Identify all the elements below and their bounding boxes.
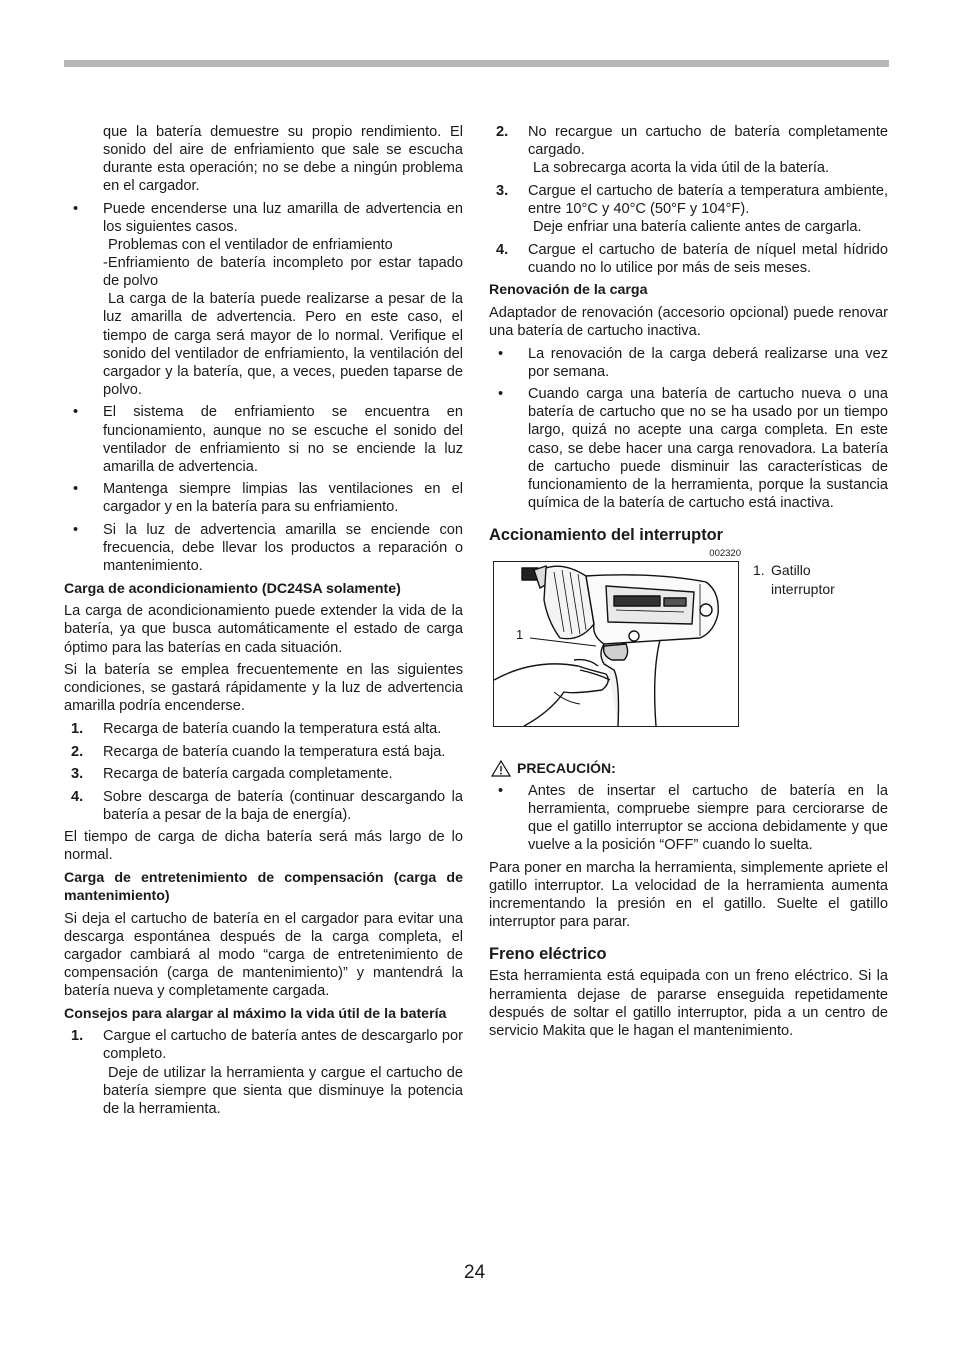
bullet-icon: • <box>73 404 79 421</box>
paragraph: Esta herramienta está equipada con un freno eléctrico. Si la herramienta dejase de pararse enseguida repetidamente después de soltar el gatillo interruptor, pida a un centro de servicio Makita que le hagan el mantenimiento. <box>489 968 888 1039</box>
bullet-text: El sistema de enfriamiento se encuentra en funcionamiento, aunque no se escuche el sonido del ventilador de enfriamiento si no se enciende la luz amarilla de advertencia. <box>103 404 463 475</box>
right-column <box>489 123 888 1044</box>
bullet-item <box>489 385 888 512</box>
item-number: 4. <box>496 241 509 258</box>
numbered-item <box>489 241 888 277</box>
impact-wrench-illustration <box>494 562 738 726</box>
bullet-icon: • <box>73 521 79 538</box>
item-number: 1. <box>71 720 84 737</box>
legend-number: 1. <box>753 561 765 578</box>
paragraph: Para poner en marcha la herramienta, simplemente apriete el gatillo interruptor. La velocidad de la herramienta aumenta incrementando la presión en el gatillo. Suelte el gatillo interruptor para parar. <box>489 859 888 931</box>
bullet-text: Mantenga siempre limpias las ventilaciones en el cargador y en la batería para su enfriamiento. <box>103 481 463 516</box>
page-number: 24 <box>464 1262 486 1283</box>
bullet-text: La renovación de la carga deberá realizarse una vez por semana. <box>528 345 888 380</box>
item-text: Recarga de batería cargada completamente. <box>103 766 393 783</box>
bullet-icon: • <box>498 386 504 403</box>
continued-paragraph: que la batería demuestre su propio rendimiento. El sonido del aire de enfriamiento que sale se escucha durante esta operación; no se debe a ningún problema en el cargador. <box>103 124 463 195</box>
callout-leader <box>530 638 596 646</box>
item-text: Cargue el cartucho de batería antes de descargarlo por completo. <box>103 1028 463 1063</box>
item-number: 2. <box>71 743 84 760</box>
item-number: 1. <box>71 1028 84 1045</box>
section-heading: Carga de entretenimiento de compensación (carga de mantenimiento) <box>64 870 463 905</box>
bullet-item <box>489 345 888 381</box>
section-heading: Carga de acondicionamiento (DC24SA solamente) <box>64 580 401 597</box>
figure <box>489 559 888 759</box>
caution-label: PRECAUCIÓN: <box>517 759 616 776</box>
legend-text: Gatillo <box>771 561 811 578</box>
section-title: Freno eléctrico <box>489 945 607 964</box>
paragraph: Si deja el cartucho de batería en el cargador para evitar una descarga espontánea después de la carga completa, el cargador cambiará al modo “carga de entretenimiento de compensación (carga de mantenimiento)” y mantendrá la batería nueva y completamente cargada. <box>64 910 463 1000</box>
caution-heading <box>489 759 888 777</box>
numbered-item <box>64 1027 463 1117</box>
bullet-icon: • <box>73 200 79 217</box>
bullet-text: Cuando carga una batería de cartucho nueva o una batería de cartucho que no se ha usado por un tiempo largo, quizá no acepte una carga completa. En este caso, se debe hacer una carga renovadora. La batería de cartucho puede disminuir las características de funcionamiento de la herramienta, porque la sustancia química de la batería de cartucho está inactiva. <box>528 386 888 511</box>
paragraph: El tiempo de carga de dicha batería será más largo de lo normal. <box>64 829 463 864</box>
numbered-item <box>489 182 888 236</box>
bullet-subline: La carga de la batería puede realizarse a pesar de la luz amarilla de advertencia. Pero en este caso, el tiempo de carga será mayor de lo normal. Verifique el sonido del ventilador de enfriamiento, la ventilación del cargador y la batería, que, a veces, pueden taparse de polvo. <box>103 291 463 398</box>
figure-callout-number: 1 <box>516 626 524 642</box>
figure-legend <box>753 561 883 599</box>
item-subtext: Deje enfriar una batería caliente antes de cargarla. <box>533 218 862 235</box>
left-column <box>64 123 463 1122</box>
item-number: 4. <box>71 788 84 805</box>
paragraph: La carga de acondicionamiento puede extender la vida de la batería, ya que busca automáticamente el estado de carga óptimo para las baterías en cada situación. <box>64 603 463 656</box>
bullet-subline: Problemas con el ventilador de enfriamiento <box>108 237 393 254</box>
bullet-item <box>64 200 463 399</box>
warning-triangle-icon <box>491 760 511 777</box>
item-number: 3. <box>496 182 509 199</box>
item-number: 3. <box>71 766 84 783</box>
section-heading: Renovación de la carga <box>489 282 648 299</box>
bullet-item <box>489 782 888 854</box>
bullet-item <box>64 403 463 475</box>
figure-frame <box>493 561 739 727</box>
item-subtext: Deje de utilizar la herramienta y cargue el cartucho de batería siempre que sienta que disminuye la potencia de la herramienta. <box>103 1064 463 1117</box>
item-text: Cargue el cartucho de batería de níquel metal hídrido cuando no lo utilice por más de seis meses. <box>528 241 888 276</box>
numbered-item <box>64 765 463 783</box>
item-number: 2. <box>496 124 509 140</box>
numbered-item <box>64 720 463 738</box>
bullet-icon: • <box>73 481 79 498</box>
bullet-item <box>64 521 463 575</box>
bullet-text: Puede encenderse una luz amarilla de advertencia en los siguientes casos. <box>103 200 463 235</box>
bullet-item <box>64 480 463 516</box>
item-subtext: La sobrecarga acorta la vida útil de la batería. <box>533 160 830 177</box>
numbered-item <box>64 788 463 824</box>
bullet-text: Si la luz de advertencia amarilla se enciende con frecuencia, debe llevar los productos a reparación o mantenimiento. <box>103 521 463 575</box>
section-heading: Consejos para alargar al máximo la vida útil de la batería <box>64 1005 447 1022</box>
paragraph: Adaptador de renovación (accesorio opcional) puede renovar una batería de cartucho inactiva. <box>489 304 888 339</box>
section-title: Accionamiento del interruptor <box>489 525 724 544</box>
item-text: No recargue un cartucho de batería completamente cargado. <box>528 124 888 159</box>
item-text: Cargue el cartucho de batería a temperatura ambiente, entre 10°C y 40°C (50°F y 104°F). <box>528 182 888 217</box>
bullet-icon: • <box>498 783 504 800</box>
bullet-subline: -Enfriamiento de batería incompleto por estar tapado de polvo <box>103 255 463 290</box>
numbered-item <box>489 123 888 177</box>
header-rule <box>64 60 889 67</box>
bullet-icon: • <box>498 345 504 362</box>
paragraph: Si la batería se emplea frecuentemente en las siguientes condiciones, se gastará rápidamente y la luz de advertencia amarilla podría encenderse. <box>64 662 463 715</box>
legend-text: interruptor <box>771 580 835 597</box>
item-text: Sobre descarga de batería (continuar descargando la batería a pesar de la baja de energía). <box>103 788 463 823</box>
figure-code: 002320 <box>709 547 741 559</box>
item-text: Recarga de batería cuando la temperatura está baja. <box>103 743 446 760</box>
bullet-text: Antes de insertar el cartucho de batería en la herramienta, compruebe siempre para cerciorarse de que el gatillo interruptor se acciona debidamente y que vuelve a la posición “OFF” cuando lo suelta. <box>528 783 888 854</box>
item-text: Recarga de batería cuando la temperatura está alta. <box>103 720 442 737</box>
numbered-item <box>64 743 463 761</box>
